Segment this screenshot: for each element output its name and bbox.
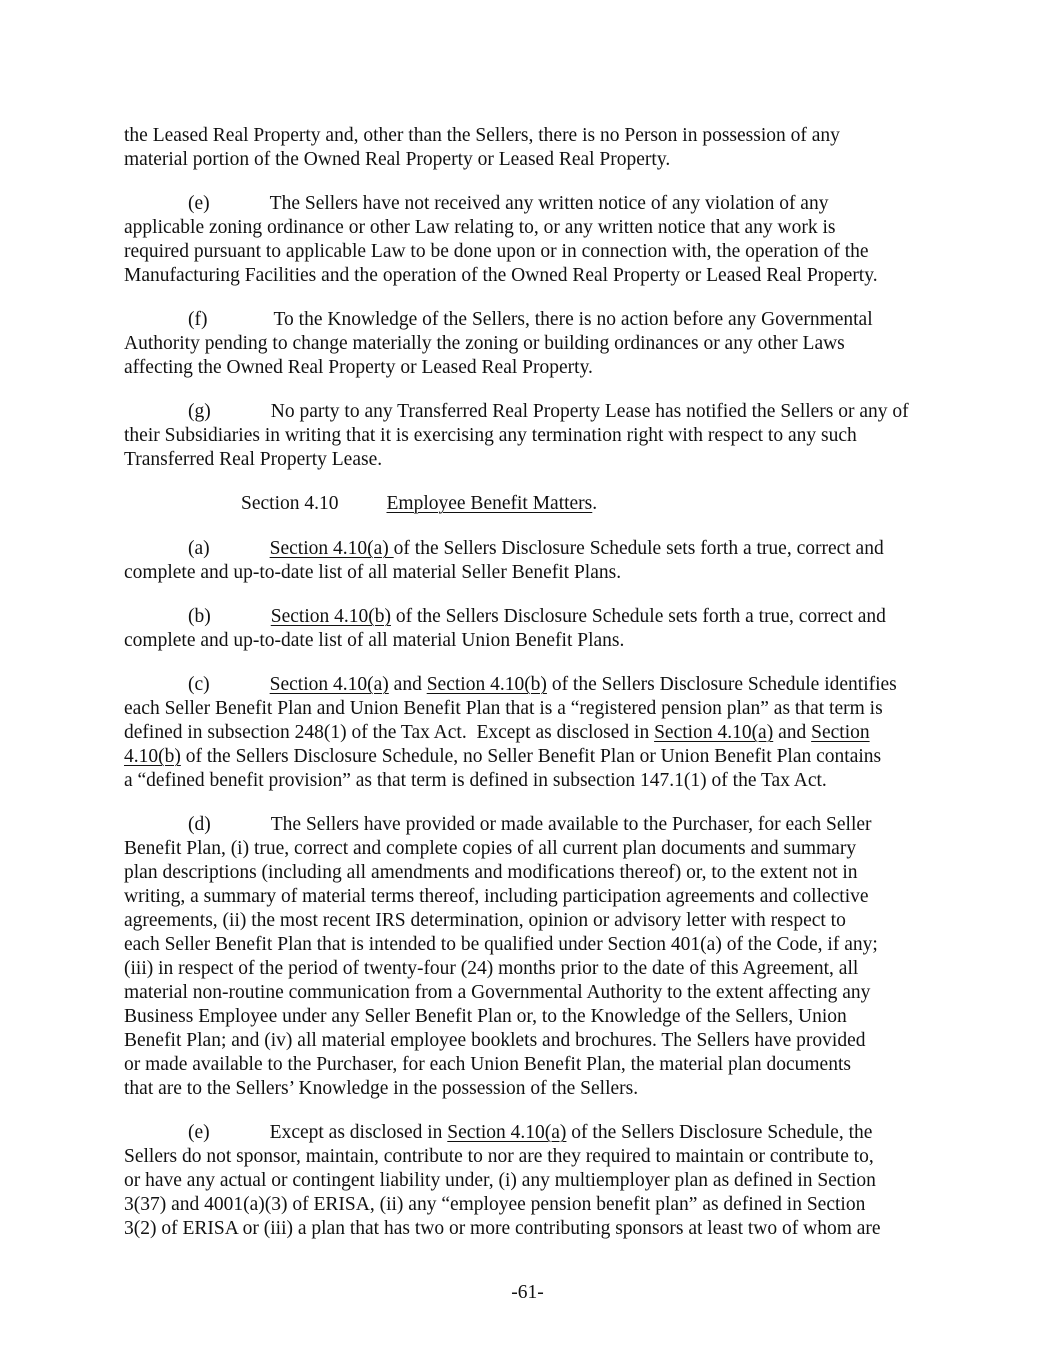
paragraph-marker: (c) bbox=[188, 674, 210, 695]
paragraph-text: of the Sellers Disclosure Schedule sets forth a true, correct and bbox=[393, 538, 884, 559]
section-heading bbox=[241, 492, 597, 516]
paragraph-e-line-1 bbox=[188, 192, 828, 216]
section-reference: Section 4.10(a) bbox=[269, 538, 394, 559]
paragraph-g-line-1 bbox=[188, 400, 909, 424]
paragraph-line: complete and up-to-date list of all material Seller Benefit Plans. bbox=[124, 562, 622, 583]
paragraph-line: Benefit Plan; and (iv) all material employee booklets and brochures. The Sellers have provided bbox=[124, 1030, 866, 1051]
paragraph-text: of the Sellers Disclosure Schedule, the bbox=[566, 1122, 873, 1143]
section-reference: Section 4.10(a) bbox=[447, 1122, 567, 1143]
paragraph-text: Except as disclosed in bbox=[269, 1122, 448, 1143]
paragraph-line: or made available to the Purchaser, for each Union Benefit Plan, the material plan documents bbox=[124, 1054, 851, 1075]
paragraph-text: The Sellers have not received any written notice of any violation of any bbox=[269, 193, 829, 214]
paragraph-line: complete and up-to-date list of all material Union Benefit Plans. bbox=[124, 630, 625, 651]
paragraph-marker: (a) bbox=[188, 538, 210, 559]
paragraph-line: the Leased Real Property and, other than the Sellers, there is no Person in possession of any bbox=[124, 125, 840, 146]
section-reference: Section 4.10(b) bbox=[270, 606, 391, 627]
paragraph-line: material non-routine communication from a Governmental Authority to the extent affecting any bbox=[124, 982, 871, 1003]
paragraph-line: 3(2) of ERISA or (iii) a plan that has two or more contributing sponsors at least two of whom are bbox=[124, 1218, 881, 1239]
section-reference: Section 4.10(a) bbox=[654, 722, 774, 743]
paragraph-marker: (d) bbox=[188, 814, 211, 835]
paragraph-line: their Subsidiaries in writing that it is exercising any termination right with respect to any such bbox=[124, 425, 857, 446]
paragraph-line: Benefit Plan, (i) true, correct and complete copies of all current plan documents and summary bbox=[124, 838, 857, 859]
section-reference: Section 4.10(b) bbox=[426, 674, 547, 695]
paragraph-c-line-3 bbox=[124, 721, 870, 745]
paragraph-c-line-1 bbox=[188, 673, 897, 697]
paragraph-line: affecting the Owned Real Property or Leased Real Property. bbox=[124, 357, 593, 378]
section-reference: Section 4.10(a) bbox=[269, 674, 389, 695]
page-number: -61- bbox=[511, 1282, 544, 1303]
paragraph-line: Authority pending to change materially the zoning or building ordinances or any other Laws bbox=[124, 333, 845, 354]
paragraph-marker: (g) bbox=[188, 401, 211, 422]
paragraph-marker: (f) bbox=[188, 309, 208, 330]
section-title-period: . bbox=[592, 493, 598, 514]
paragraph-line: applicable zoning ordinance or other Law relating to, or any written notice that any work is bbox=[124, 217, 836, 238]
section-reference: Section bbox=[811, 722, 870, 743]
paragraph-a-line-1 bbox=[188, 537, 884, 561]
paragraph-line: agreements, (ii) the most recent IRS determination, opinion or advisory letter with respect to bbox=[124, 910, 846, 931]
paragraph-line: Transferred Real Property Lease. bbox=[124, 449, 383, 470]
paragraph-text: The Sellers have provided or made available to the Purchaser, for each Seller bbox=[270, 814, 872, 835]
paragraph-text: To the Knowledge of the Sellers, there is no action before any Governmental bbox=[273, 309, 873, 330]
paragraph-b-line-1 bbox=[188, 605, 886, 629]
paragraph-text: defined in subsection 248(1) of the Tax Act. Except as disclosed in bbox=[124, 722, 655, 743]
paragraph-marker: (e) bbox=[188, 193, 210, 214]
paragraph-line: plan descriptions (including all amendments and modifications thereof) or, to the extent not in bbox=[124, 862, 858, 883]
paragraph-marker: (e) bbox=[188, 1122, 210, 1143]
paragraph-line: writing, a summary of material terms thereof, including participation agreements and collective bbox=[124, 886, 869, 907]
paragraph-f-line-1 bbox=[188, 308, 873, 332]
paragraph-text: No party to any Transferred Real Property Lease has notified the Sellers or any of bbox=[270, 401, 909, 422]
paragraph-text: of the Sellers Disclosure Schedule sets forth a true, correct and bbox=[390, 606, 886, 627]
paragraph-line: required pursuant to applicable Law to be done upon or in connection with, the operation of the bbox=[124, 241, 869, 262]
paragraph-c-line-4 bbox=[124, 745, 881, 769]
paragraph-line: a “defined benefit provision” as that term is defined in subsection 147.1(1) of the Tax Act. bbox=[124, 770, 827, 791]
paragraph-line: each Seller Benefit Plan and Union Benefit Plan that is a “registered pension plan” as that term is bbox=[124, 698, 883, 719]
paragraph-text: of the Sellers Disclosure Schedule identifies bbox=[546, 674, 897, 695]
paragraph-d-line-1 bbox=[188, 813, 872, 837]
paragraph-text: and bbox=[773, 722, 812, 743]
section-reference: 4.10(b) bbox=[124, 746, 181, 767]
paragraph-text: and bbox=[388, 674, 427, 695]
paragraph-line: material portion of the Owned Real Property or Leased Real Property. bbox=[124, 149, 671, 170]
paragraph-line: Sellers do not sponsor, maintain, contribute to nor are they required to maintain or contribute to, bbox=[124, 1146, 874, 1167]
section-title: Employee Benefit Matters bbox=[386, 493, 593, 514]
paragraph-line: Business Employee under any Seller Benefit Plan or, to the Knowledge of the Sellers, Union bbox=[124, 1006, 847, 1027]
paragraph-text: of the Sellers Disclosure Schedule, no Seller Benefit Plan or Union Benefit Plan contains bbox=[180, 746, 882, 767]
paragraph-line: each Seller Benefit Plan that is intended to be qualified under Section 401(a) of the Code, if any; bbox=[124, 934, 878, 955]
section-number: Section 4.10 bbox=[241, 493, 339, 514]
paragraph-line: Manufacturing Facilities and the operation of the Owned Real Property or Leased Real Property. bbox=[124, 265, 878, 286]
paragraph-line: (iii) in respect of the period of twenty-four (24) months prior to the date of this Agreement, all bbox=[124, 958, 859, 979]
paragraph-line: or have any actual or contingent liability under, (i) any multiemployer plan as defined in Section bbox=[124, 1170, 876, 1191]
paragraph-e2-line-1 bbox=[188, 1121, 872, 1145]
paragraph-marker: (b) bbox=[188, 606, 211, 627]
paragraph-line: 3(37) and 4001(a)(3) of ERISA, (ii) any “employee pension benefit plan” as defined in Section bbox=[124, 1194, 866, 1215]
paragraph-line: that are to the Sellers’ Knowledge in the possession of the Sellers. bbox=[124, 1078, 639, 1099]
